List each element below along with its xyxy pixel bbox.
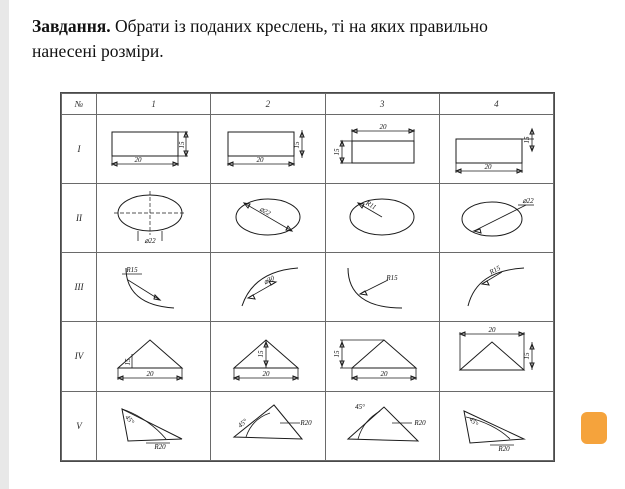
svg-text:20: 20 xyxy=(379,122,387,131)
svg-text:20: 20 xyxy=(380,370,388,379)
svg-text:R20: R20 xyxy=(498,444,511,453)
svg-text:R15: R15 xyxy=(125,265,138,274)
drawing-cell-r3c2 xyxy=(211,252,325,321)
svg-text:⌀30: ⌀30 xyxy=(262,273,276,287)
svg-text:20: 20 xyxy=(484,162,492,171)
table-row xyxy=(62,321,554,391)
table-row xyxy=(62,114,554,183)
drawing-cell-r5c2 xyxy=(211,391,325,460)
page-left-margin-bar xyxy=(0,0,9,489)
svg-text:20: 20 xyxy=(262,370,270,379)
task-heading-bold: Завдання. xyxy=(32,16,111,36)
drawing-cell-r2c2 xyxy=(211,183,325,252)
row-label-4: IV xyxy=(62,321,97,391)
table-row xyxy=(62,252,554,321)
svg-text:⌀22: ⌀22 xyxy=(258,204,272,218)
svg-text:15: 15 xyxy=(333,148,342,156)
drawing-cell-r4c1 xyxy=(97,321,211,391)
header-cell-4: 4 xyxy=(439,94,553,115)
orange-decoration-dot xyxy=(581,412,607,444)
task-heading xyxy=(32,14,532,65)
svg-text:45°: 45° xyxy=(236,417,249,430)
drawing-cell-r3c4 xyxy=(439,252,553,321)
table-row xyxy=(62,391,554,460)
svg-text:15: 15 xyxy=(123,358,132,366)
svg-text:45°: 45° xyxy=(122,413,136,426)
svg-text:45°: 45° xyxy=(467,415,481,428)
svg-text:⌀22: ⌀22 xyxy=(522,196,534,205)
svg-text:⌀22: ⌀22 xyxy=(144,236,156,245)
svg-text:15: 15 xyxy=(177,141,186,149)
svg-text:45°: 45° xyxy=(355,402,366,411)
drawing-cell-r5c1 xyxy=(97,391,211,460)
worksheet-table-image xyxy=(60,92,555,462)
table-row xyxy=(62,183,554,252)
drawing-cell-r1c3 xyxy=(325,114,439,183)
drawing-cell-r2c1 xyxy=(97,183,211,252)
svg-text:R20: R20 xyxy=(300,418,312,427)
row-label-2: II xyxy=(62,183,97,252)
row-label-5: V xyxy=(62,391,97,460)
task-heading-text: Обрати із поданих креслень, ті на яких правильно нанесені розміри. xyxy=(32,16,488,62)
header-cell-3: 3 xyxy=(325,94,439,115)
svg-text:R11: R11 xyxy=(364,198,378,212)
drawing-cell-r5c4 xyxy=(439,391,553,460)
svg-text:20: 20 xyxy=(488,326,496,335)
svg-text:15: 15 xyxy=(523,352,532,360)
table-header-row xyxy=(62,94,554,115)
svg-text:15: 15 xyxy=(292,141,301,149)
row-label-3: III xyxy=(62,252,97,321)
svg-text:R15: R15 xyxy=(386,273,398,282)
svg-text:R20: R20 xyxy=(414,418,426,427)
drawing-cell-r1c2 xyxy=(211,114,325,183)
header-cell-no: № xyxy=(62,94,97,115)
svg-text:R20: R20 xyxy=(153,442,166,451)
drawing-cell-r1c4 xyxy=(439,114,553,183)
row-label-1: I xyxy=(62,114,97,183)
header-cell-2: 2 xyxy=(211,94,325,115)
svg-text:15: 15 xyxy=(333,350,342,358)
drawings-grid xyxy=(61,93,554,461)
svg-text:20: 20 xyxy=(134,155,142,164)
svg-text:20: 20 xyxy=(146,370,154,379)
svg-text:20: 20 xyxy=(256,155,264,164)
svg-text:15: 15 xyxy=(256,350,265,358)
drawing-cell-r1c1 xyxy=(97,114,211,183)
drawing-cell-r4c3 xyxy=(325,321,439,391)
svg-text:15: 15 xyxy=(523,136,532,144)
drawing-cell-r4c2 xyxy=(211,321,325,391)
drawing-cell-r3c3 xyxy=(325,252,439,321)
drawing-cell-r2c3 xyxy=(325,183,439,252)
drawing-cell-r4c4 xyxy=(439,321,553,391)
header-cell-1: 1 xyxy=(97,94,211,115)
drawing-cell-r2c4 xyxy=(439,183,553,252)
svg-text:R15: R15 xyxy=(488,263,503,277)
drawing-cell-r3c1 xyxy=(97,252,211,321)
drawing-cell-r5c3 xyxy=(325,391,439,460)
